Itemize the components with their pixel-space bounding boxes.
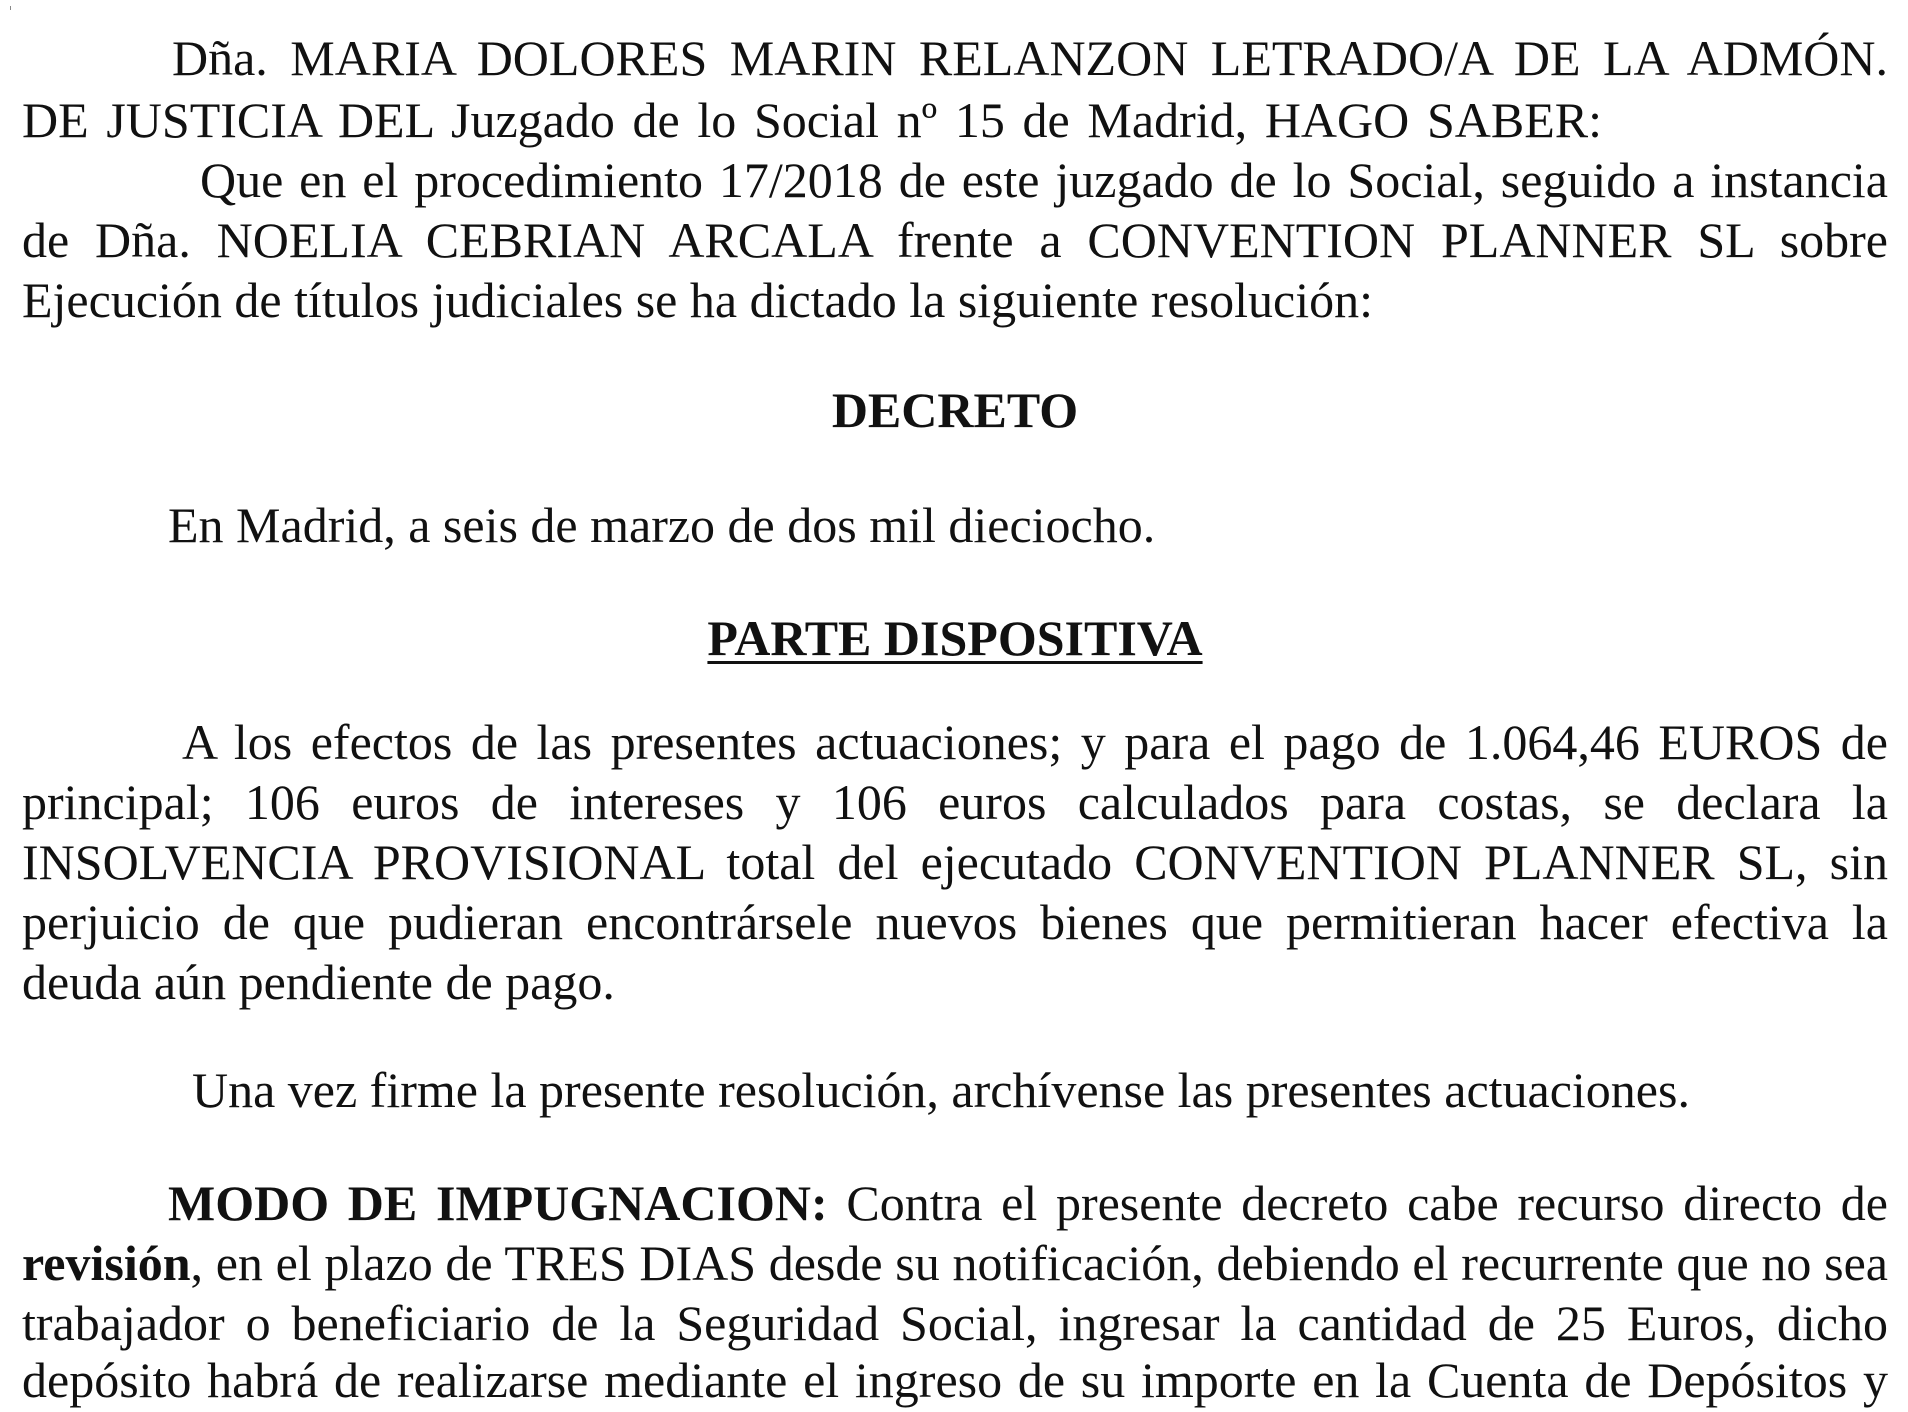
- impugnacion-line-1-text: Contra el presente decreto cabe recurso directo de: [827, 1175, 1888, 1231]
- parte-line-4: perjuicio de que pudieran encontrársele nuevos bienes que permitieran hacer efectiva la: [22, 894, 1888, 950]
- parte-line-3: INSOLVENCIA PROVISIONAL total del ejecutado CONVENTION PLANNER SL, sin: [22, 834, 1888, 890]
- header-line-2: DE JUSTICIA DEL Juzgado de lo Social nº 15 de Madrid, HAGO SABER:: [22, 92, 1602, 148]
- impugnacion-line-1: [168, 1173, 1888, 1233]
- header-line-1: Dña. MARIA DOLORES MARIN RELANZON LETRADO/A DE LA ADMÓN.: [172, 30, 1888, 86]
- parte-dispositiva-title: PARTE DISPOSITIVA: [707, 610, 1203, 666]
- impugnacion-line-4: depósito habrá de realizarse mediante el ingreso de su importe en la Cuenta de Depósitos y: [22, 1352, 1888, 1408]
- parte-line-5: deuda aún pendiente de pago.: [22, 954, 615, 1010]
- intro-line-1: Que en el procedimiento 17/2018 de este juzgado de lo Social, seguido a instancia: [200, 152, 1888, 208]
- impugnacion-label: MODO DE IMPUGNACION:: [168, 1175, 828, 1231]
- revision-term: revisión: [22, 1235, 191, 1291]
- intro-line-2: de Dña. NOELIA CEBRIAN ARCALA frente a CONVENTION PLANNER SL sobre: [22, 212, 1888, 268]
- parte-dispositiva-heading-wrap: [22, 608, 1888, 668]
- decreto-date-line: En Madrid, a seis de marzo de dos mil dieciocho.: [168, 497, 1156, 553]
- impugnacion-line-3: trabajador o beneficiario de la Seguridad Social, ingresar la cantidad de 25 Euros, dicho: [22, 1295, 1888, 1351]
- parte-line-2: principal; 106 euros de intereses y 106 euros calculados para costas, se declara la: [22, 774, 1888, 830]
- decreto-title: DECRETO: [831, 382, 1079, 438]
- scan-artifact-mark: [10, 6, 11, 10]
- parte-line-1: A los efectos de las presentes actuaciones; y para el pago de 1.064,46 EUROS de: [182, 714, 1888, 770]
- impugnacion-line-2: [22, 1233, 1888, 1293]
- intro-line-3: Ejecución de títulos judiciales se ha dictado la siguiente resolución:: [22, 272, 1374, 328]
- archive-line: Una vez firme la presente resolución, archívense las presentes actuaciones.: [192, 1062, 1690, 1118]
- impugnacion-line-2-text: , en el plazo de TRES DIAS desde su notificación, debiendo el recurrente que no sea: [190, 1235, 1888, 1291]
